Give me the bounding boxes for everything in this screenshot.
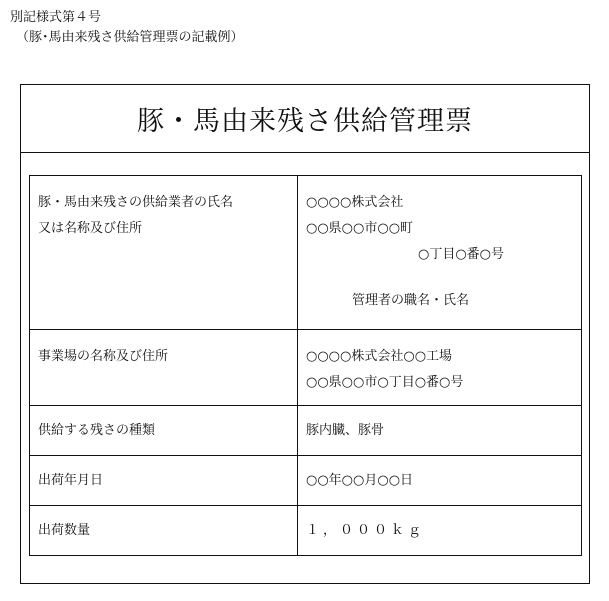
supplier-manager: 管理者の職名・氏名 (352, 293, 470, 308)
table-row-shipping-date (30, 456, 582, 506)
residue-type-value: 豚内臓、豚骨 (306, 422, 385, 438)
shipping-date-value: ○○年○○月○○日 (306, 472, 414, 488)
facility-address: ○○県○○市○丁目○番○号 (306, 375, 464, 390)
facility-label: 事業場の名称及び住所 (38, 349, 169, 364)
supplier-address-line-1: ○○県○○市○○町 (306, 221, 414, 236)
title-band (21, 85, 589, 153)
quantity-label-cell (30, 506, 298, 556)
shipping-date-value-cell (298, 456, 582, 506)
supplier-company: ○○○○株式会社 (306, 195, 404, 210)
form-frame (20, 84, 590, 584)
table-row-residue-type (30, 406, 582, 456)
facility-value-cell (298, 330, 582, 406)
supplier-label-line-1: 豚・馬由来残さの供給業者の氏名 (38, 195, 234, 210)
supplier-value-cell (298, 176, 582, 330)
supplier-label-line-2: 又は名称及び住所 (38, 221, 143, 236)
table-row-supplier (30, 176, 582, 330)
shipping-date-label: 出荷年月日 (38, 472, 104, 488)
shipping-date-label-cell (30, 456, 298, 506)
residue-type-value-cell (298, 406, 582, 456)
form-title: 豚・馬由来残さ供給管理票 (137, 106, 473, 137)
facility-name: ○○○○株式会社○○工場 (306, 349, 453, 364)
quantity-value: １，０００ｋｇ (306, 522, 426, 538)
residue-type-label: 供給する残さの種類 (38, 422, 156, 438)
table-row-facility (30, 330, 582, 406)
quantity-value-cell (298, 506, 582, 556)
supplier-label-cell (30, 176, 298, 330)
quantity-label: 出荷数量 (38, 522, 91, 538)
residue-type-label-cell (30, 406, 298, 456)
form-subtitle: （豚･馬由来残さ供給管理票の記載例） (16, 30, 244, 45)
form-number: 別記様式第４号 (10, 10, 102, 25)
supplier-address-line-2: ○丁目○番○号 (418, 247, 505, 262)
table-row-quantity (30, 506, 582, 556)
form-table (29, 175, 582, 556)
facility-label-cell (30, 330, 298, 406)
